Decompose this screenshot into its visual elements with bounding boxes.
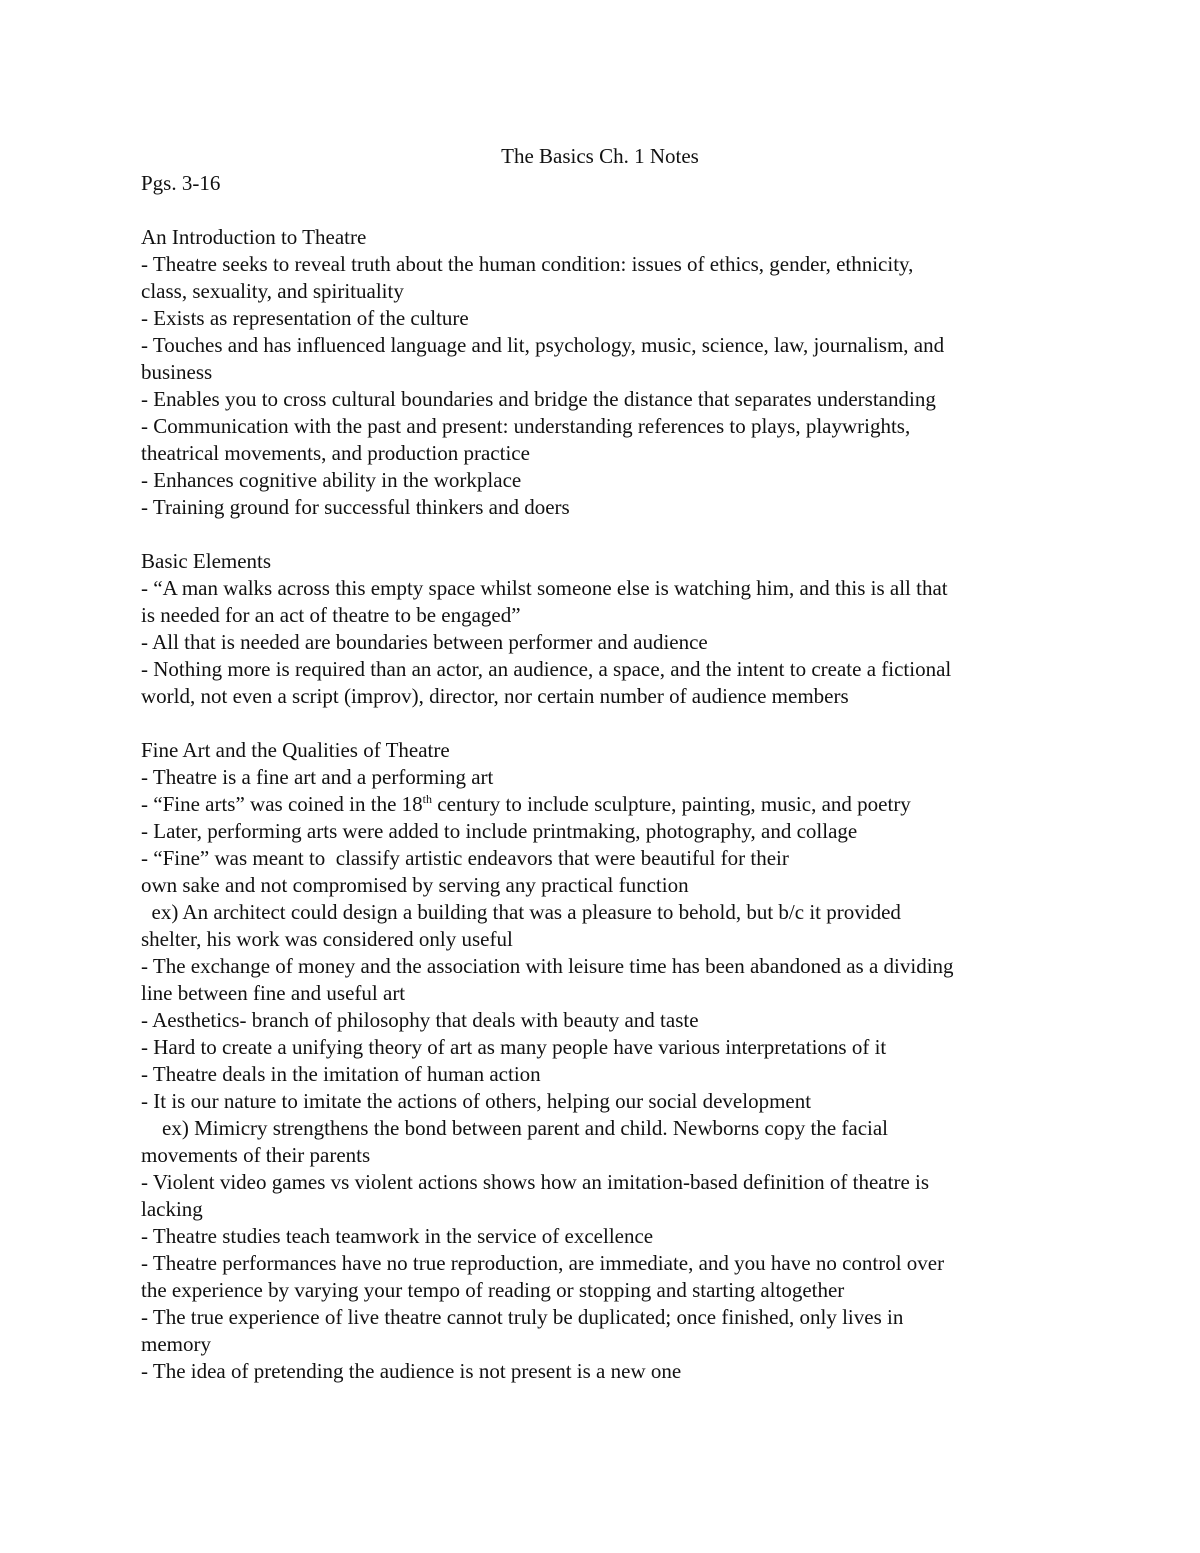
note-line: - Theatre is a fine art and a performing art: [141, 765, 494, 789]
spacer: [141, 521, 1076, 548]
note-line: class, sexuality, and spirituality: [141, 279, 404, 303]
page-title: The Basics Ch. 1 Notes: [501, 144, 699, 168]
note-line: - Hard to create a unifying theory of art as many people have various interpretations of it: [141, 1035, 887, 1059]
note-line: shelter, his work was considered only useful: [141, 927, 513, 951]
superscript: th: [422, 792, 433, 806]
note-line-with-superscript: [141, 791, 1076, 818]
note-line: the experience by varying your tempo of reading or stopping and starting altogether: [141, 1278, 845, 1302]
page-range: Pgs. 3-16: [141, 171, 221, 195]
note-line: memory: [141, 1332, 211, 1356]
note-line: movements of their parents: [141, 1143, 371, 1167]
note-line: - The true experience of live theatre cannot truly be duplicated; once finished, only lives in: [141, 1305, 904, 1329]
note-line: is needed for an act of theatre to be engaged”: [141, 603, 521, 627]
section-heading-basic-elements: Basic Elements: [141, 549, 272, 573]
section-heading-fine-art: Fine Art and the Qualities of Theatre: [141, 738, 450, 762]
note-line: - The idea of pretending the audience is not present is a new one: [141, 1359, 682, 1383]
spacer: [141, 197, 1076, 224]
document-body: [141, 170, 1076, 1385]
note-line: line between fine and useful art: [141, 981, 406, 1005]
note-line: - “Fine” was meant to classify artistic endeavors that were beautiful for their: [141, 846, 789, 870]
note-line: - Theatre studies teach teamwork in the service of excellence: [141, 1224, 654, 1248]
note-line: - Nothing more is required than an actor, an audience, a space, and the intent to create a fictional: [141, 657, 952, 681]
note-line: - Violent video games vs violent actions shows how an imitation-based definition of theatre is: [141, 1170, 930, 1194]
note-line: ex) Mimicry strengthens the bond between parent and child. Newborns copy the facial: [141, 1116, 889, 1140]
note-line: - Theatre seeks to reveal truth about the human condition: issues of ethics, gender, ethnicity,: [141, 252, 914, 276]
section-heading-introduction: An Introduction to Theatre: [141, 225, 367, 249]
note-line: lacking: [141, 1197, 203, 1221]
note-line: theatrical movements, and production practice: [141, 441, 530, 465]
note-line: - Enables you to cross cultural boundaries and bridge the distance that separates understanding: [141, 387, 936, 411]
note-line: - Exists as representation of the culture: [141, 306, 469, 330]
note-line: own sake and not compromised by serving any practical function: [141, 873, 689, 897]
note-line: - Training ground for successful thinkers and doers: [141, 495, 570, 519]
note-line: - The exchange of money and the association with leisure time has been abandoned as a dividing: [141, 954, 954, 978]
note-line: - It is our nature to imitate the actions of others, helping our social development: [141, 1089, 812, 1113]
spacer: [141, 710, 1076, 737]
note-line: - All that is needed are boundaries between performer and audience: [141, 630, 708, 654]
note-text: century to include sculpture, painting, music, and poetry: [432, 792, 911, 816]
note-line: - Touches and has influenced language and lit, psychology, music, science, law, journalism, and: [141, 333, 945, 357]
note-line: - “A man walks across this empty space whilst someone else is watching him, and this is all that: [141, 576, 948, 600]
note-line: ex) An architect could design a building that was a pleasure to behold, but b/c it provided: [141, 900, 901, 924]
note-line: - Theatre deals in the imitation of human action: [141, 1062, 541, 1086]
note-line: world, not even a script (improv), director, nor certain number of audience members: [141, 684, 849, 708]
note-line: business: [141, 360, 213, 384]
note-line: - Enhances cognitive ability in the workplace: [141, 468, 522, 492]
note-line: - Communication with the past and present: understanding references to plays, playwrights,: [141, 414, 911, 438]
note-line: - Later, performing arts were added to include printmaking, photography, and collage: [141, 819, 858, 843]
note-text: - “Fine arts” was coined in the 18: [141, 792, 423, 816]
note-line: - Theatre performances have no true reproduction, are immediate, and you have no control over: [141, 1251, 945, 1275]
note-line: - Aesthetics- branch of philosophy that deals with beauty and taste: [141, 1008, 699, 1032]
